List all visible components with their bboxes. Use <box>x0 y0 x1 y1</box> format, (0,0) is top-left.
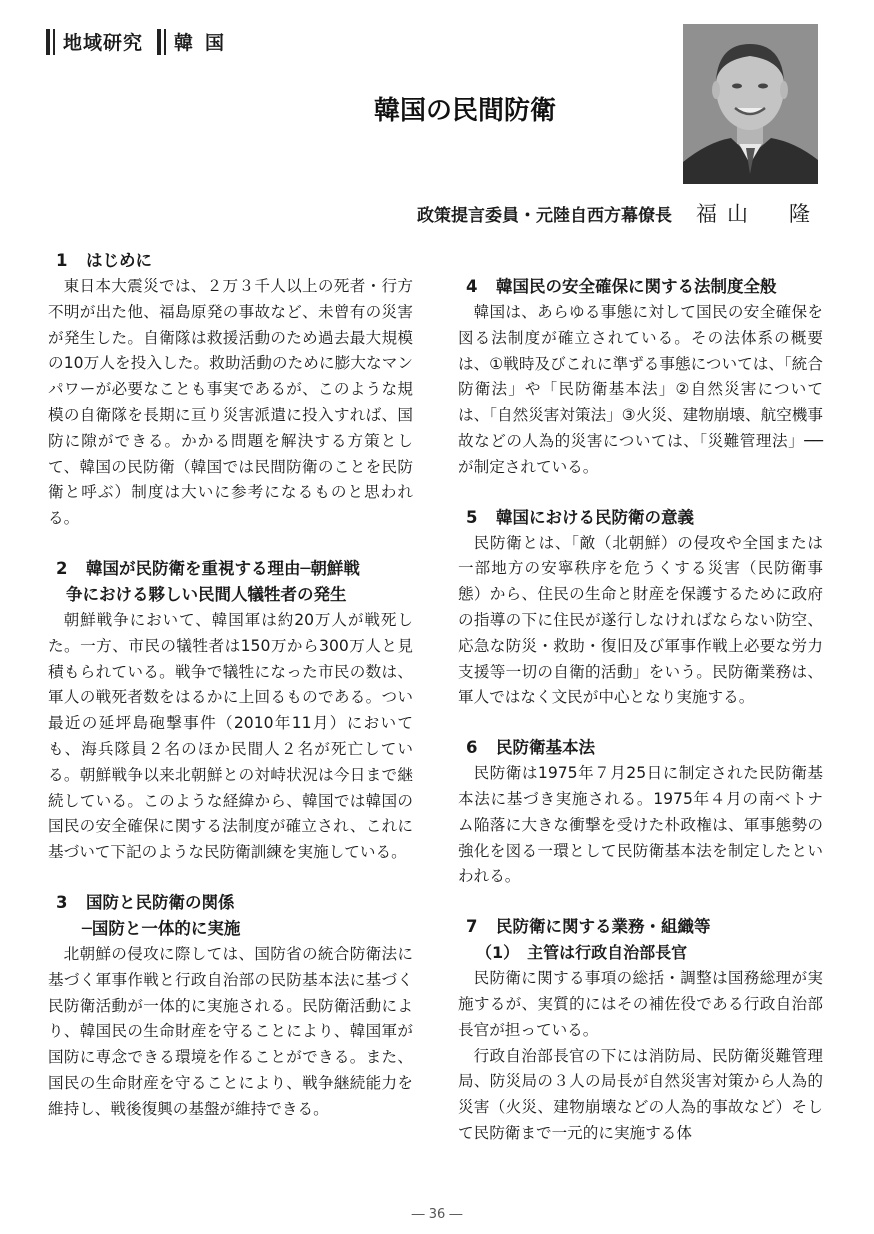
body-paragraph: 行政自治部長官の下には消防局、民防衛災難管理局、防災局の３人の局長が自然災害対策から人為的災害（火災、建物崩壊などの人為的事故など）そして民防衛まで一元的に実施する体 <box>458 1046 823 1142</box>
section-number: 1 <box>56 251 68 270</box>
section-number: 3 <box>56 892 68 912</box>
header-bar-thick <box>46 29 50 55</box>
section-heading <box>48 556 413 582</box>
section-heading <box>458 735 823 761</box>
section-heading <box>458 914 823 940</box>
section-header <box>46 28 236 55</box>
section-2 <box>48 556 413 866</box>
section-heading-text: 韓国民の安全確保に関する法制度全般 <box>496 277 777 296</box>
section-7 <box>458 914 823 1147</box>
category-label: 地域研究 <box>63 32 144 54</box>
section-heading-text: 韓国における民防衛の意義 <box>496 507 694 527</box>
section-heading-text: 民防衛に関する業務・組織等 <box>496 917 711 937</box>
section-5 <box>458 505 823 712</box>
section-number: 4 <box>466 277 478 296</box>
body-paragraph: 民防衛は1975年７月25日に制定された民防衛基本法に基づき実施される。1975年４月の南ベトナム陥落に大きな衝撃を受けた朴政権は、軍事態勢の強化を図る一環として民防衛基本法を制定したといわれる。 <box>458 764 823 886</box>
section-3 <box>48 890 413 1123</box>
body-paragraph: 朝鮮戦争において、韓国軍は約20万人が戦死した。一方、市民の犠牲者は150万から300万人と見積もられている。戦争で犠牲になった市民の数は、軍人の戦死者数をはるかに上回るものである。つい最近の延坪島砲撃事件（2010年11月）においても、海兵隊員２名のほか民間人２名が死亡している。朝鮮戦争以来北朝鮮との対峙状況は今日まで継続している。このような経緯から、韓国では韓国の国民の安全確保に関する法制度が確立され、これに基づいて下記のような民防衛訓練を実施している。 <box>48 610 413 862</box>
section-number: 2 <box>56 558 68 578</box>
section-heading-text: はじめに <box>86 251 152 270</box>
left-column <box>48 248 413 1147</box>
author-photo <box>683 24 818 184</box>
section-heading-text: 民防衛基本法 <box>496 738 595 758</box>
section-number: 7 <box>466 917 478 937</box>
section-heading-continued <box>48 582 413 608</box>
section-heading-text: 国防と民防衛の関係 <box>86 892 235 912</box>
page-number: ― 36 ― <box>411 1207 463 1222</box>
author-name: 福山 隆 <box>696 202 820 226</box>
section-4 <box>458 274 823 481</box>
body-paragraph: 北朝鮮の侵攻に際しては、国防省の統合防衛法に基づく軍事作戦と行政自治部の民防基本法に基づく民防衛活動が一体的に実施される。民防衛活動により、韓国民の生命財産を守ることにより、韓国軍が国防に専念できる環境を作ることができる。また、国民の生命財産を守ることにより、戦争継続能力を維持し、戦後復興の基盤が維持できる。 <box>48 944 413 1118</box>
section-heading-continued <box>48 916 413 942</box>
body-paragraph: 民防衛とは、「敵（北朝鮮）の侵攻や全国または一部地方の安寧秩序を危うくする災害（民防衛事態）から、住民の生命と財産を保護するために政府の指導の下に住民が遂行しなければならない防空、応急な防災・救助・復旧及び軍事作戦上必要な労力支援等一切の自衛的活動」をいう。民防衛業務は、軍人ではなく文民が中心となり実施する。 <box>458 533 823 707</box>
header-bar-thick-2 <box>157 29 161 55</box>
section-heading-text: ─国防と一体的に実施 <box>82 918 241 938</box>
section-1 <box>48 248 413 532</box>
section-heading-text: 韓国が民防衛を重視する理由─朝鮮戦 <box>86 558 360 578</box>
author-portrait-image <box>683 24 818 184</box>
body-paragraph: 東日本大震災では、２万３千人以上の死者・行方不明が出た他、福島原発の事故など、未曾有の災害が発生した。自衛隊は救援活動のため過去最大規模の10万人を投入した。救助活動のために膨大なマンパワーが必要なことも事実であるが、このような規模の自衛隊を長期に亘り災害派遣に投入すれば、国防に隙ができる。かかる問題を解決する方策として、韓国の民防衛（韓国では民間防衛のことを民防衛と呼ぶ）制度は大いに参考になるものと思われる。 <box>48 277 413 528</box>
header-bar-thin-2 <box>164 29 166 55</box>
country-label: 韓国 <box>174 32 237 54</box>
article-title: 韓国の民間防衛 <box>373 96 556 126</box>
section-number: 6 <box>466 738 478 758</box>
body-paragraph: 韓国は、あらゆる事態に対して国民の安全確保を図る法制度が確立されている。その法体系の概要は、①戦時及びこれに準ずる事態については、「統合防衛法」や「民防衛基本法」②自然災害については、「自然災害対策法」③火災、建物崩壊、航空機事故などの人為的災害については、「災難管理法」──が制定されている。 <box>458 303 823 476</box>
header-bar-thin <box>53 29 55 55</box>
body-paragraph: 民防衛に関する事項の総括・調整は国務総理が実施するが、実質的にはその補佐役である行政自治部長官が担っている。 <box>458 969 823 1039</box>
section-heading <box>48 248 413 274</box>
author-position: 政策提言委員・元陸自西方幕僚長 <box>417 206 672 226</box>
section-heading <box>458 274 823 300</box>
byline <box>417 198 820 228</box>
subsection-heading: （1） 主管は行政自治部長官 <box>476 943 688 963</box>
section-number: 5 <box>466 507 478 527</box>
section-heading <box>458 505 823 531</box>
section-6 <box>458 735 823 890</box>
right-column <box>458 274 823 1171</box>
section-heading <box>48 890 413 916</box>
section-heading-text: 争における夥しい民間人犠牲者の発生 <box>66 584 347 604</box>
